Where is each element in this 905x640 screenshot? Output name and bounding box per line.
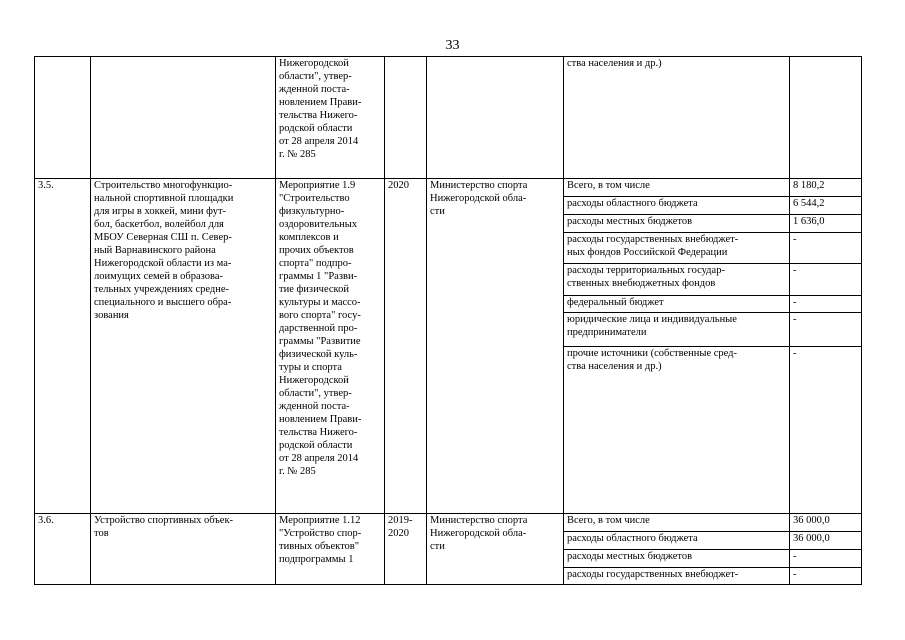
year-text: 2020 xyxy=(388,180,409,191)
funding-source-text: расходы местных бюджетов xyxy=(567,216,693,227)
measure-name: Строительство многофункцио- нальной спортивной площадки для игры в хоккей, мини фут- бол, баскетбол, волейбол для МБОУ Северная СШ п. Север- ный Варнавинского района Нижегородской области из ма- лоимущих семей в образова- тельных учреждениях средне- специального и высшего обра- зования xyxy=(94,180,234,321)
program-text: Мероприятие 1.9 "Строительство физкультурно- оздоровительных комплексов и прочих объектов спорта" подпро- граммы 1 "Разви- тие физической культуры и массо- вого спорта" госу- дарственной про- граммы "Развитие физической куль- туры и спорта Нижегородской области", утвер- жденной поста- новлением Прави- тельства Нижего- родской области от 28 апреля 2014 г. № 285 xyxy=(279,180,362,477)
funding-amount-cell xyxy=(790,550,862,568)
funding-amount: - xyxy=(793,265,797,276)
executor-text: Министерство спорта Нижегородской обла- сти xyxy=(430,515,528,552)
program-cell xyxy=(276,57,385,179)
row-number: 3.6. xyxy=(38,515,54,526)
number-cell xyxy=(35,179,91,514)
funding-amount-cell xyxy=(790,296,862,313)
year-cell xyxy=(385,514,427,585)
funding-amount-cell xyxy=(790,264,862,296)
funding-amount-cell xyxy=(790,313,862,347)
funding-amount-cell xyxy=(790,347,862,514)
funding-amount-cell xyxy=(790,514,862,532)
year-text: 2019- 2020 xyxy=(388,515,413,539)
funding-source-cell xyxy=(564,550,790,568)
funding-source-text: федеральный бюджет xyxy=(567,297,664,308)
funding-amount-cell xyxy=(790,568,862,585)
funding-source-cell xyxy=(564,215,790,233)
funding-amount-cell xyxy=(790,197,862,215)
funding-source-text: расходы территориальных государ- ственных внебюджетных фондов xyxy=(567,265,725,289)
funding-source-cell xyxy=(564,296,790,313)
funding-source-cell xyxy=(564,264,790,296)
funding-amount: - xyxy=(793,297,797,308)
program-cell xyxy=(276,179,385,514)
funding-amount-cell xyxy=(790,57,862,179)
funding-source-cell xyxy=(564,532,790,550)
funding-source-text: расходы государственных внебюджет- xyxy=(567,569,739,580)
year-cell xyxy=(385,179,427,514)
name-cell xyxy=(91,514,276,585)
funding-amount: - xyxy=(793,348,797,359)
funding-amount: 36 000,0 xyxy=(793,515,830,526)
funding-amount-cell xyxy=(790,532,862,550)
continuation-row xyxy=(35,57,862,179)
funding-amount: 36 000,0 xyxy=(793,533,830,544)
funding-source-cell xyxy=(564,313,790,347)
program-text: Нижегородской области", утвер- жденной поста- новлением Прави- тельства Нижего- родской области от 28 апреля 2014 г. № 285 xyxy=(279,58,362,160)
funding-amount: - xyxy=(793,569,797,580)
funding-source-text: расходы местных бюджетов xyxy=(567,551,693,562)
funding-amount: 6 544,2 xyxy=(793,198,825,209)
funding-source-cell xyxy=(564,514,790,532)
funding-amount-cell xyxy=(790,179,862,197)
funding-source-text: ства населения и др.) xyxy=(567,58,662,69)
funding-source-cell xyxy=(564,233,790,264)
funding-amount: - xyxy=(793,314,797,325)
page-number: 33 xyxy=(445,38,460,53)
row-number: 3.5. xyxy=(38,180,54,191)
funding-source-cell xyxy=(564,179,790,197)
number-cell xyxy=(35,57,91,179)
funding-source-cell xyxy=(564,57,790,179)
executor-cell xyxy=(427,179,564,514)
funding-amount: 8 180,2 xyxy=(793,180,825,191)
year-cell xyxy=(385,57,427,179)
executor-text: Министерство спорта Нижегородской обла- сти xyxy=(430,180,528,217)
program-table xyxy=(34,56,862,585)
executor-cell xyxy=(427,514,564,585)
name-cell xyxy=(91,57,276,179)
funding-source-text: прочие источники (собственные сред- ства населения и др.) xyxy=(567,348,738,372)
funding-source-cell xyxy=(564,568,790,585)
funding-source-text: юридические лица и индивидуальные предприниматели xyxy=(567,314,737,338)
table-row xyxy=(35,514,862,532)
funding-amount-cell xyxy=(790,233,862,264)
funding-source-cell xyxy=(564,347,790,514)
program-cell xyxy=(276,514,385,585)
name-cell xyxy=(91,179,276,514)
funding-source-text: Всего, в том числе xyxy=(567,180,650,191)
funding-source-text: расходы государственных внебюджет- ных фондов Российской Федерации xyxy=(567,234,739,258)
measure-name: Устройство спортивных объек- тов xyxy=(94,515,234,539)
funding-amount: - xyxy=(793,234,797,245)
funding-source-cell xyxy=(564,197,790,215)
table-row xyxy=(35,179,862,197)
executor-cell xyxy=(427,57,564,179)
funding-source-text: расходы областного бюджета xyxy=(567,198,698,209)
funding-amount: - xyxy=(793,551,797,562)
funding-source-text: расходы областного бюджета xyxy=(567,533,698,544)
program-text: Мероприятие 1.12 "Устройство спор- тивных объектов" подпрограммы 1 xyxy=(279,515,362,565)
number-cell xyxy=(35,514,91,585)
funding-amount-cell xyxy=(790,215,862,233)
funding-source-text: Всего, в том числе xyxy=(567,515,650,526)
funding-amount: 1 636,0 xyxy=(793,216,825,227)
